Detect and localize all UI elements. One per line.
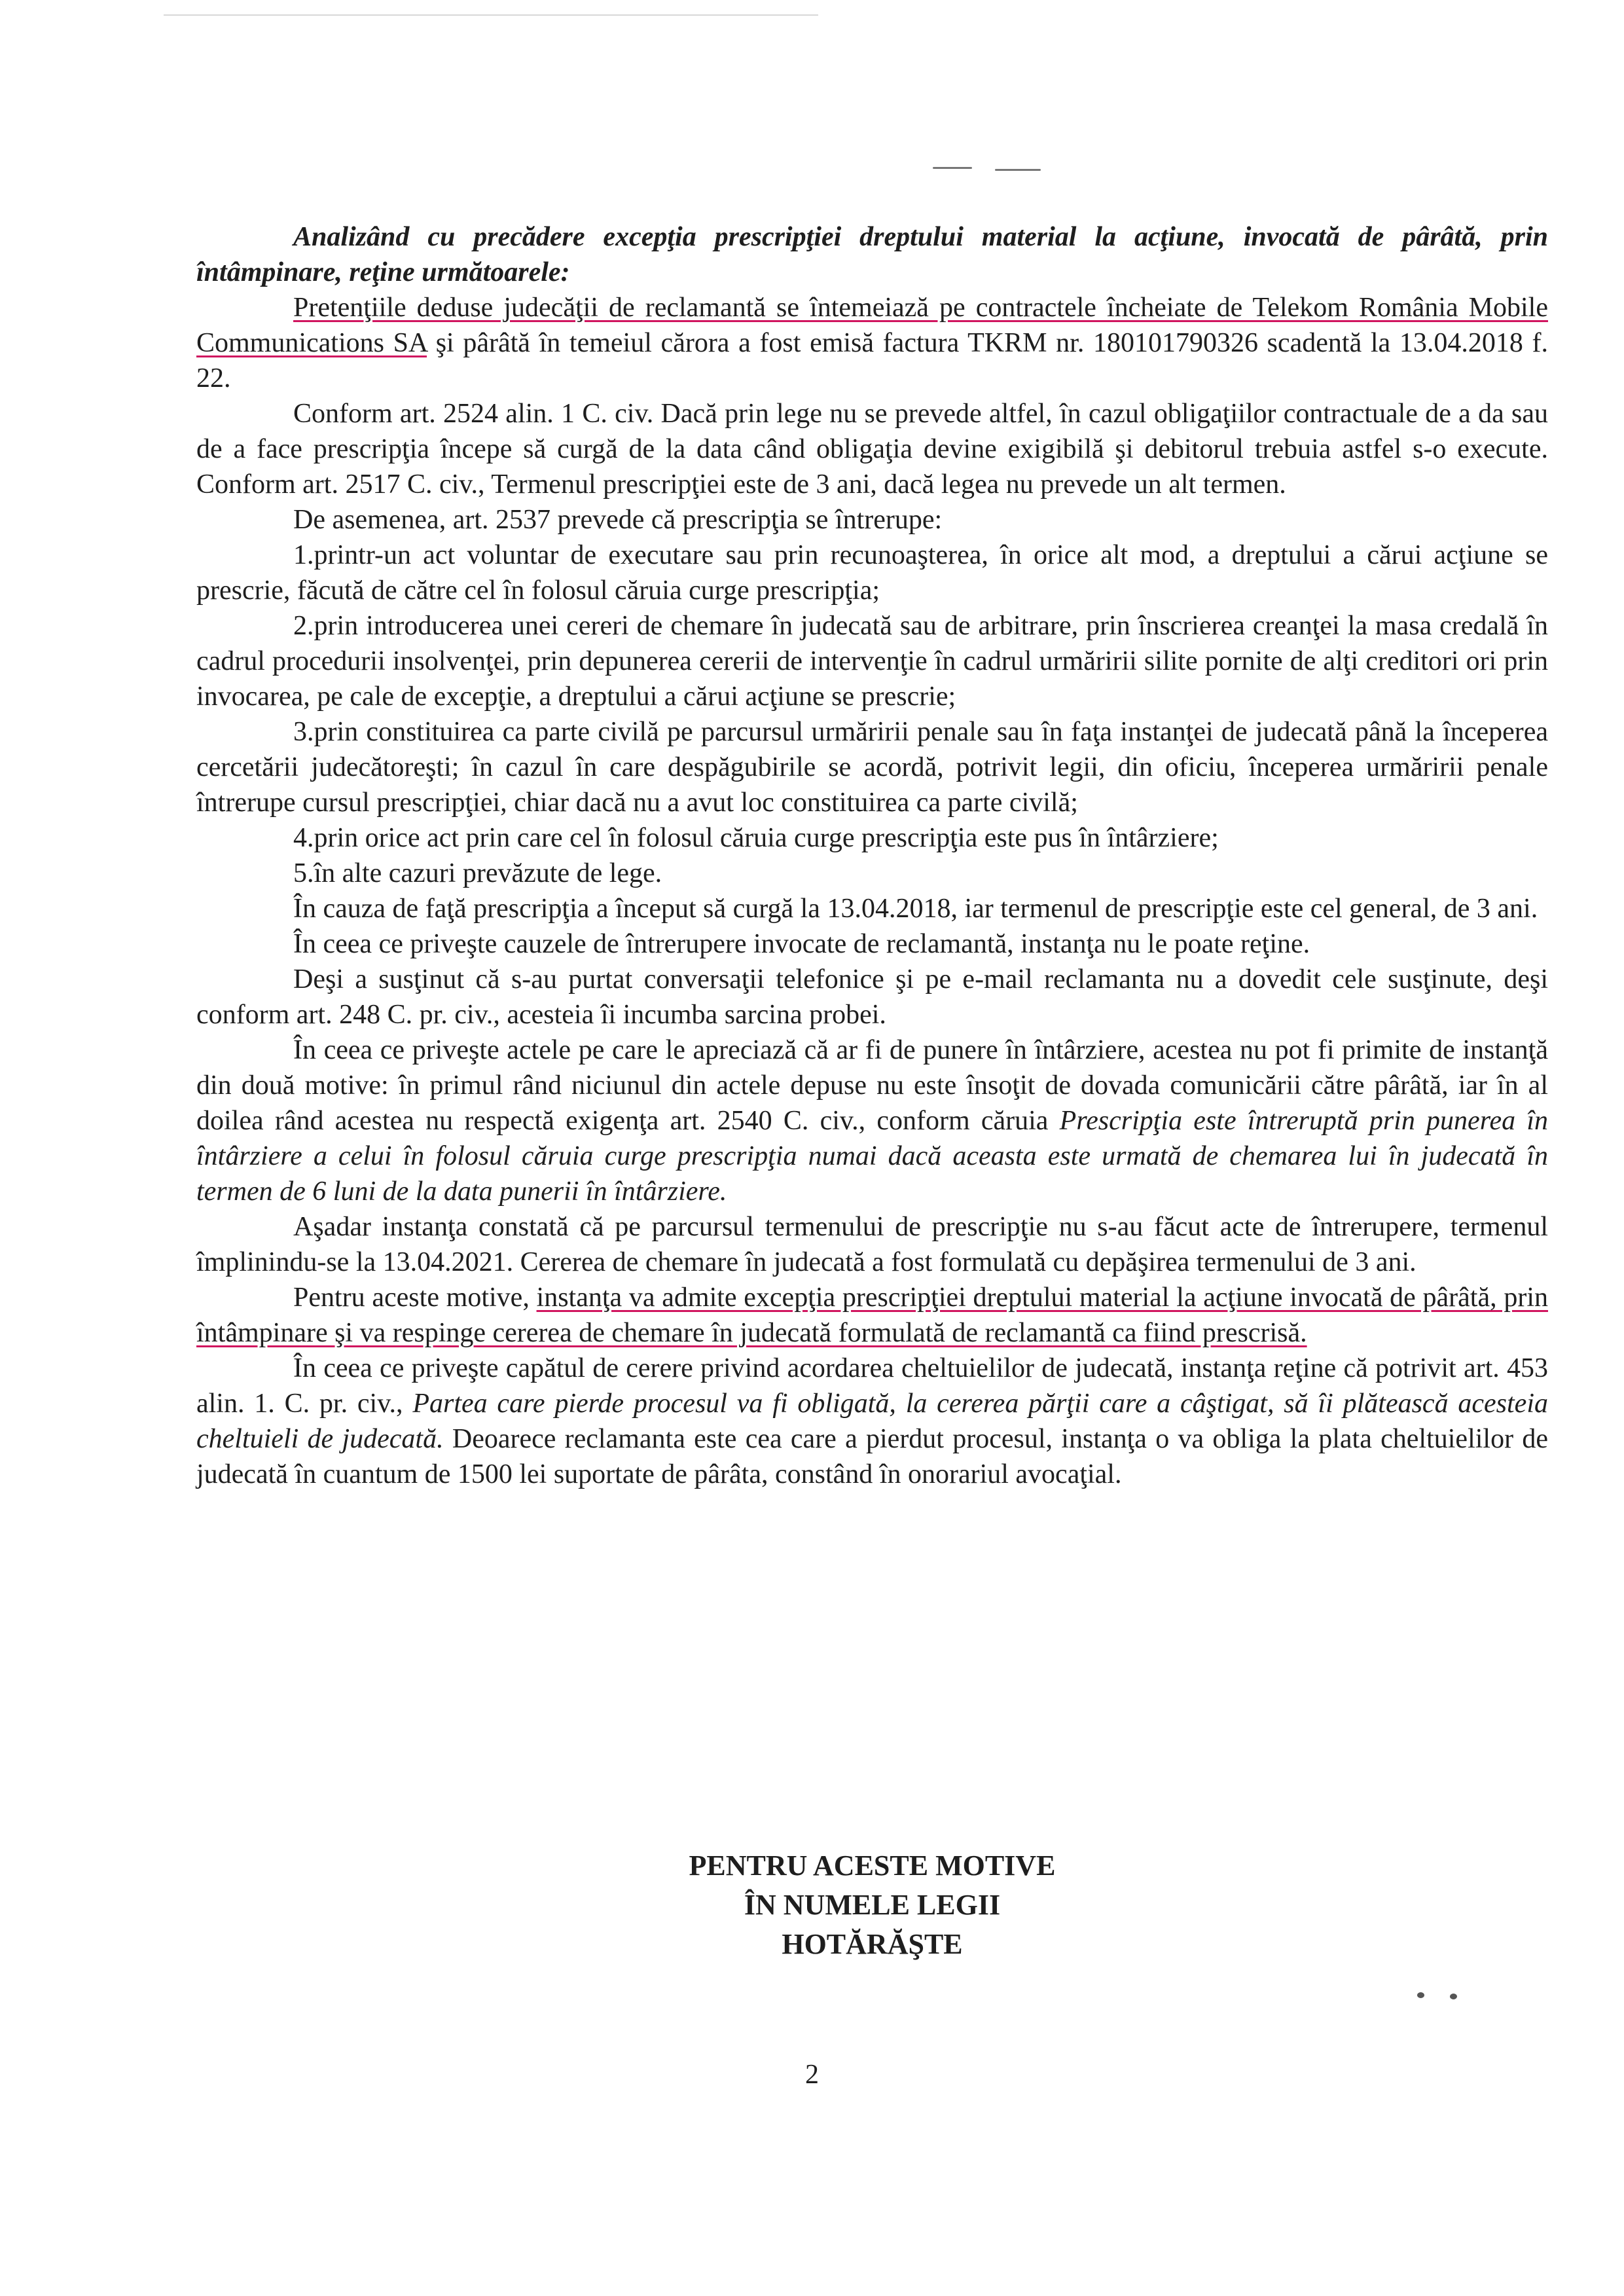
list-item: 1.printr-un act voluntar de executare sau prin recunoaşterea, în orice alt mod, a dreptului a cărui acţiune se prescrie, făcută de către cel în folosul căruia curge prescripţia; <box>196 540 1548 606</box>
list-item: 3.prin constituirea ca parte civilă pe parcursul urmăririi penale sau în faţa instanţei de judecată până la începerea cercetării judecătoreşti; în cazul în care despăgubirile se acordă, potrivit legii, din oficiu, începerea urmăririi penale întrerupe cursul prescripţiei, chiar dacă nu a avut loc constituirea ca parte civilă; <box>196 717 1548 818</box>
underlined-text: instanţa va admite excepţia prescripţiei dreptului material la acţiune invocată de pârâtă, prin întâmpinare şi va respinge cererea de chemare în judecată formulată de reclamantă ca fiind prescrisă. <box>196 1283 1548 1348</box>
page-number: 2 <box>805 2060 819 2090</box>
scan-dot <box>1417 1992 1424 1998</box>
closing-heading <box>196 1846 1548 1964</box>
list-item: 4.prin orice act prin care cel în folosul căruia curge prescripţia este pus în întârziere; <box>293 823 1219 853</box>
closing-line: PENTRU ACESTE MOTIVE <box>689 1850 1056 1882</box>
paragraph: În ceea ce priveşte capătul de cerere privind acordarea cheltuielilor de judecată, instanţa reţine că potrivit art. 453 alin. 1. C. pr. civ., Partea care pierde procesul va fi obligată, la cererea părţii care a câştigat, să îi plătească acesteia cheltuieli de judecată. Deoarece reclamanta este cea care a pierdut procesul, instanţa o va obliga la plata cheltuielilor de judecată în cuantum de 1500 lei suportate de pârâta, constând în onorariul avocaţial. <box>196 1353 1548 1489</box>
list-item: 2.prin introducerea unei cereri de chemare în judecată sau de arbitrare, prin înscrierea creanţei la masa credală în cadrul procedurii insolvenţei, prin depunerea cererii de intervenţie în cadrul urmăririi silite pornite de alţi creditori ori prin invocarea, pe cale de excepţie, a dreptului a cărui acţiune se prescrie; <box>196 611 1548 712</box>
scan-dot <box>1450 1994 1457 1999</box>
quoted-law-text: Prescripţia este întreruptă prin punerea în întârziere a celui în folosul căruia curge prescripţia numai dacă aceasta este urmată de chemarea lui în judecată în termen de 6 luni de la data punerii în întârziere. <box>196 1106 1549 1207</box>
underlined-text: Pretenţiile deduse judecăţii de reclamantă se întemeiază pe contractele încheiate de Telekom România Mobile Communications SA <box>196 293 1548 358</box>
paragraph: Pretenţiile deduse judecăţii de reclamantă se întemeiază pe contractele încheiate de Telekom România Mobile Communications SA şi pârâtă în temeiul cărora a fost emisă factura TKRM nr. 180101790326 scadentă la 13.04.2018 f. 22. <box>196 293 1549 393</box>
closing-line: ÎN NUMELE LEGII <box>744 1889 1001 1921</box>
paragraph: În ceea ce priveşte cauzele de întrerupere invocate de reclamantă, instanţa nu le poate reţine. <box>293 929 1310 959</box>
paragraph: Pentru aceste motive, instanţa va admite excepţia prescripţiei dreptului material la acţiune invocată de pârâtă, prin întâmpinare şi va respinge cererea de chemare în judecată formulată de reclamantă ca fiind prescrisă. <box>196 1283 1548 1348</box>
scan-mark <box>995 169 1041 171</box>
intro-paragraph: Analizând cu precădere excepţia prescripţiei dreptului material la acţiune, invocată de pârâtă, prin întâmpinare, reţine următoarele: <box>196 222 1548 287</box>
paragraph: De asemenea, art. 2537 prevede că prescripţia se întrerupe: <box>293 505 943 535</box>
quoted-law-text: Partea care pierde procesul va fi obligată, la cererea părţii care a câştigat, să îi plătească acesteia cheltuieli de judecată. <box>196 1389 1548 1454</box>
paragraph: Deşi a susţinut că s-au purtat conversaţii telefonice şi pe e-mail reclamanta nu a dovedit cele susţinute, deşi conform art. 248 C. pr. civ., acesteia îi incumba sarcina probei. <box>196 964 1548 1030</box>
paragraph: În ceea ce priveşte actele pe care le apreciază că ar fi de punere în întârziere, acestea nu pot fi primite de instanţă din două motive: în primul rând niciunul din actele depuse nu este însoţit de dovada comunicării către pârâtă, iar în al doilea rând acestea nu respectă exigenţa art. 2540 C. civ., conform căruia Prescripţia este întreruptă prin punerea în întârziere a celui în folosul căruia curge prescripţia numai dacă aceasta este urmată de chemarea lui în judecată în termen de 6 luni de la data punerii în întârziere. <box>196 1035 1549 1207</box>
closing-line: HOTĂRĂŞTE <box>782 1928 963 1960</box>
scan-mark <box>933 167 972 169</box>
scan-top-edge <box>164 14 818 16</box>
paragraph: Conform art. 2524 alin. 1 C. civ. Dacă prin lege nu se prevede altfel, în cazul obligaţiilor contractuale de a da sau de a face prescripţia începe să curgă de la data când obligaţia devine exigibilă şi debitorul trebuia astfel s-o execute. Conform art. 2517 C. civ., Termenul prescripţiei este de 3 ani, dacă legea nu prevede un alt termen. <box>196 399 1548 500</box>
paragraph: Aşadar instanţa constată că pe parcursul termenului de prescripţie nu s-au făcut acte de întrerupere, termenul împlinindu-se la 13.04.2021. Cererea de chemare în judecată a fost formulată cu depăşirea termenului de 3 ani. <box>196 1212 1548 1277</box>
list-item: 5.în alte cazuri prevăzute de lege. <box>293 858 662 888</box>
document-body <box>196 219 1548 1492</box>
paragraph: În cauza de faţă prescripţia a început să curgă la 13.04.2018, iar termenul de prescripţie este cel general, de 3 ani. <box>293 894 1538 924</box>
